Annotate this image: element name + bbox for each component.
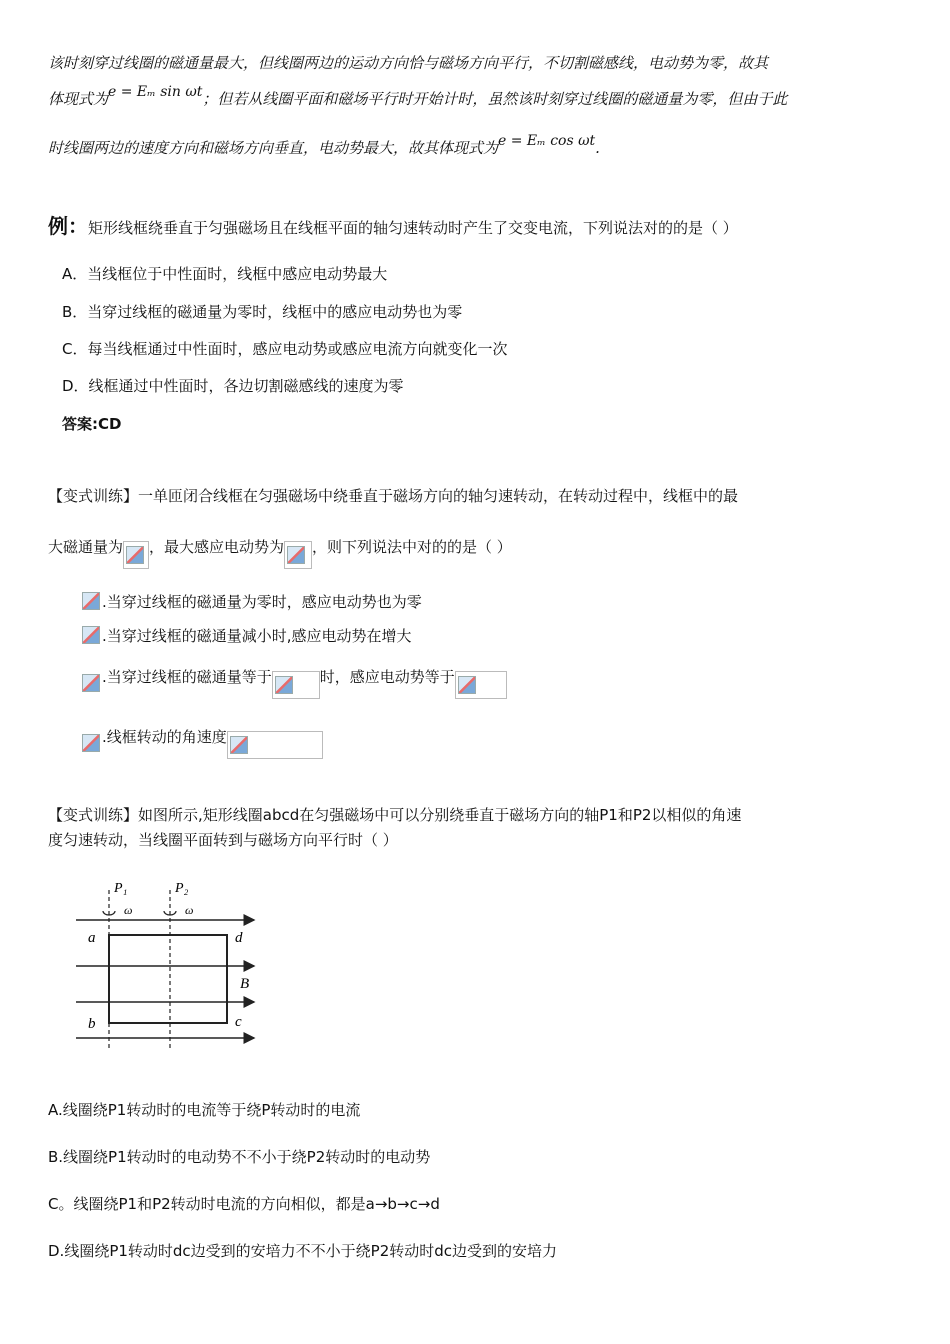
label-field-b: B bbox=[240, 976, 250, 992]
label-omega-2: ω bbox=[185, 903, 194, 917]
coil-figure bbox=[72, 878, 272, 1057]
label-c: c bbox=[235, 1014, 242, 1030]
example-answer: 答案:CD bbox=[62, 415, 122, 433]
label-p2: P₂ bbox=[175, 881, 189, 896]
variant2-line-1: 【变式训练】如图所示,矩形线圈abcd在匀强磁场中可以分别绕垂直于磁场方向的轴P1和P2以相似的角速 bbox=[48, 806, 742, 824]
example-label: 例： bbox=[48, 214, 88, 238]
intro-line-2 bbox=[48, 84, 788, 109]
variant1-line-1: 【变式训练】一单匝闭合线框在匀强磁场中绕垂直于磁场方向的轴匀速转动，在转动过程中，线框中的最 bbox=[48, 487, 739, 505]
flux-value-image-icon bbox=[272, 671, 320, 699]
variant2-option-d: D.线圈绕P1转动时dc边受到的安培力不不小于绕P2转动时dc边受到的安培力 bbox=[48, 1242, 558, 1260]
example-question bbox=[48, 210, 738, 239]
formula-cos: e = Eₘ cos ωt bbox=[498, 133, 596, 149]
variant1-option-3-text-a: .当穿过线框的磁通量等于 bbox=[102, 668, 272, 686]
max-emf-image-icon bbox=[284, 541, 312, 569]
intro-line-3-pre: 时线圈两边的速度方向和磁场方向垂直，电动势最大，故其体现式为 bbox=[48, 139, 499, 157]
label-b: b bbox=[88, 1016, 96, 1032]
intro-line-2-pre: 体现式为 bbox=[48, 90, 109, 108]
option-1-image-icon bbox=[82, 592, 100, 610]
max-flux-image-icon bbox=[123, 541, 149, 569]
variant2-option-c: C。线圈绕P1和P2转动时电流的方向相似，都是a→b→c→d bbox=[48, 1195, 440, 1213]
example-option-d: D．线框通过中性面时，各边切割磁感线的速度为零 bbox=[62, 377, 404, 395]
variant2-option-a: A.线圈绕P1转动时的电流等于绕P转动时的电流 bbox=[48, 1101, 361, 1119]
label-p1: P₁ bbox=[114, 881, 128, 896]
example-option-b: B．当穿过线框的磁通量为零时，线框中的感应电动势也为零 bbox=[62, 303, 463, 321]
formula-sin: e = Eₘ sin ωt bbox=[108, 84, 203, 100]
intro-line-1: 该时刻穿过线圈的磁通量最大，但线圈两边的运动方向恰与磁场方向平行，不切割磁感线，电动势为零，故其 bbox=[48, 54, 769, 72]
variant1-option-3-text-b: 时，感应电动势等于 bbox=[319, 668, 455, 686]
intro-line-3 bbox=[48, 133, 600, 158]
intro-line-2-post: ；但若从线圈平面和磁场平行时开始计时，虽然该时刻穿过线圈的磁通量为零，但由于此 bbox=[202, 90, 788, 108]
example-option-c: C．每当线框通过中性面时，感应电动势或感应电流方向就变化一次 bbox=[62, 340, 508, 358]
variant1-line2-c: ，则下列说法中对的的是（ ） bbox=[312, 538, 512, 556]
variant1-option-1-text: .当穿过线框的磁通量为零时，感应电动势也为零 bbox=[102, 593, 422, 611]
variant1-option-3 bbox=[82, 666, 507, 699]
emf-value-image-icon bbox=[455, 671, 507, 699]
variant1-line-2 bbox=[48, 536, 512, 569]
option-2-image-icon bbox=[82, 626, 100, 644]
label-a: a bbox=[88, 930, 96, 946]
variant1-line2-a: 大磁通量为 bbox=[48, 538, 124, 556]
label-d: d bbox=[235, 930, 243, 946]
coil-rectangle bbox=[109, 935, 227, 1023]
variant1-option-4 bbox=[82, 726, 323, 759]
variant1-option-2 bbox=[82, 625, 412, 646]
label-omega-1: ω bbox=[124, 903, 133, 917]
example-question-text: 矩形线框绕垂直于匀强磁场且在线框平面的轴匀速转动时产生了交变电流，下列说法对的的是（ ） bbox=[88, 219, 738, 237]
example-option-a: A．当线框位于中性面时，线框中感应电动势最大 bbox=[62, 265, 388, 283]
variant1-option-2-text: .当穿过线框的磁通量减小时,感应电动势在增大 bbox=[102, 627, 412, 645]
coil-diagram bbox=[72, 878, 272, 1053]
variant2-line-2: 度匀速转动，当线圈平面转到与磁场方向平行时（ ） bbox=[48, 831, 398, 849]
variant1-option-1 bbox=[82, 591, 422, 612]
variant1-option-4-text: .线框转动的角速度 bbox=[102, 728, 227, 746]
variant2-option-b: B.线圈绕P1转动时的电动势不不小于绕P2转动时的电动势 bbox=[48, 1148, 431, 1166]
angular-velocity-image-icon bbox=[227, 731, 323, 759]
option-3-image-icon bbox=[82, 674, 100, 692]
option-4-image-icon bbox=[82, 734, 100, 752]
intro-line-3-post: . bbox=[595, 139, 600, 157]
variant1-line2-b: ，最大感应电动势为 bbox=[149, 538, 285, 556]
